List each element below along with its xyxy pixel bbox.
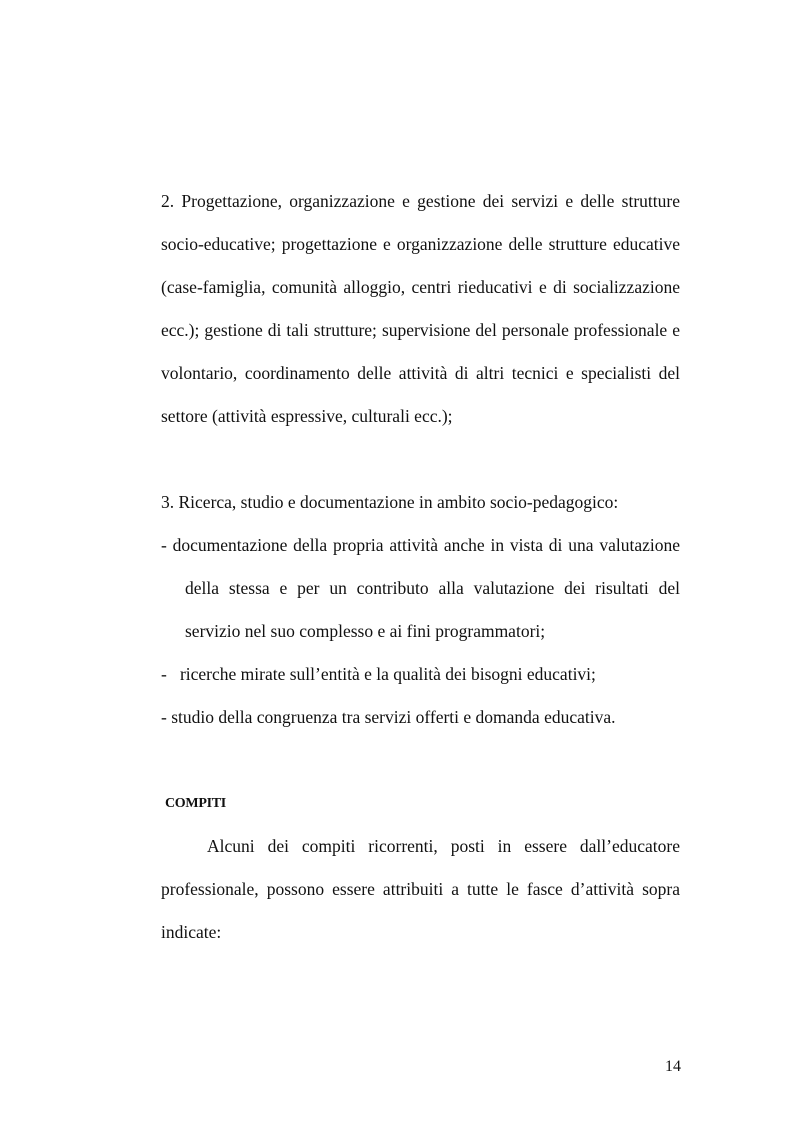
list-item: - ricerche mirate sull’entità e la qualità dei bisogni educativi;	[161, 664, 596, 684]
list-item: - studio della congruenza tra servizi offerti e domanda educativa.	[161, 707, 616, 727]
section-3-list	[161, 524, 680, 739]
compiti-heading: COMPITI	[165, 796, 226, 811]
page-number: 14	[665, 1058, 681, 1075]
compiti-paragraph: Alcuni dei compiti ricorrenti, posti in essere dall’educatore professionale, possono essere attribuiti a tutte le fasce d’attività sopra indicate:	[161, 836, 680, 942]
list-item: - documentazione della propria attività anche in vista di una valutazione della stessa e per un contributo alla valutazione dei risultati del servizio nel suo complesso e ai fini programmatori;	[161, 535, 680, 641]
page-body	[161, 180, 680, 954]
section-3-heading: 3. Ricerca, studio e documentazione in ambito socio-pedagogico:	[161, 492, 619, 512]
section-2-paragraph: 2. Progettazione, organizzazione e gestione dei servizi e delle strutture socio-educative; progettazione e organizzazione delle strutture educative (case-famiglia, comunità alloggio, centri rieducativi e di socializzazione ecc.); gestione di tali strutture; supervisione del personale professionale e volontario, coordinamento delle attività di altri tecnici e specialisti del settore (attività espressive, culturali ecc.);	[161, 191, 680, 426]
